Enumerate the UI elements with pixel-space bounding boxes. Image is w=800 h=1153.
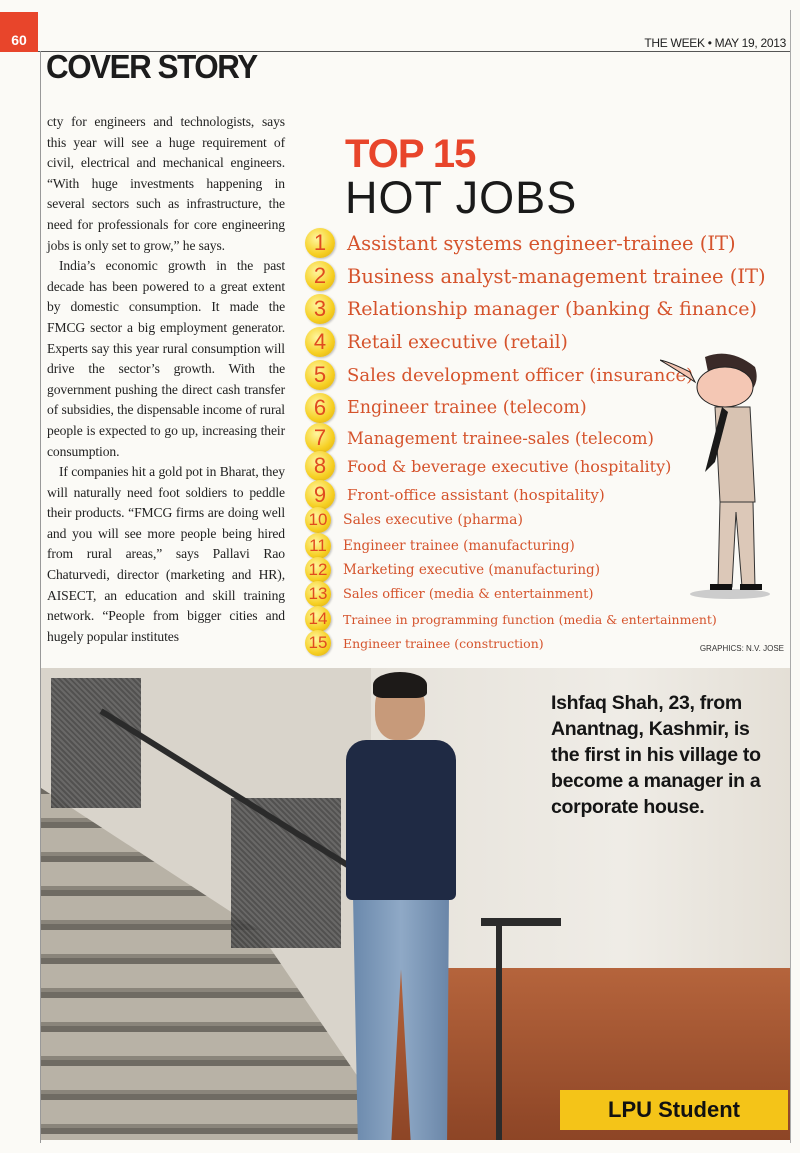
job-item bbox=[305, 360, 693, 390]
job-item bbox=[305, 533, 575, 559]
job-item bbox=[305, 261, 766, 291]
job-title: Trainee in programming function (media & entertainment) bbox=[343, 611, 717, 627]
article-paragraph: cty for engineers and technologists, says this year will see a huge requirement of civil, electrical and mechanical engineers. “With huge investments happening in several sectors such as infrastructure, the need for professionals for core engineering jobs is only set to grow,” he says. bbox=[47, 114, 285, 253]
cartoon-man-illustration bbox=[660, 352, 770, 602]
person-shirt bbox=[346, 740, 456, 900]
railing-mesh bbox=[231, 798, 341, 948]
job-item bbox=[305, 557, 600, 583]
rank-badge: 14 bbox=[305, 606, 331, 632]
job-title: Retail executive (retail) bbox=[347, 331, 568, 353]
job-title: Food & beverage executive (hospitality) bbox=[347, 456, 672, 476]
rank-badge: 15 bbox=[305, 630, 331, 656]
job-item bbox=[305, 423, 654, 453]
masthead: THE WEEK • MAY 19, 2013 bbox=[644, 36, 786, 50]
handrail-post bbox=[496, 918, 502, 1140]
page-number: 60 bbox=[0, 12, 38, 52]
handrail bbox=[481, 918, 561, 926]
job-item bbox=[305, 630, 544, 656]
rank-badge: 4 bbox=[305, 327, 335, 357]
rank-badge: 13 bbox=[305, 581, 331, 607]
job-item bbox=[305, 393, 587, 423]
job-item bbox=[305, 507, 523, 533]
job-item bbox=[305, 327, 568, 357]
article-paragraph: If companies hit a gold pot in Bharat, they will naturally need foot soldiers to peddle their products. “FMCG firms are doing well and you will see more people being hired from rural areas,” says Pallavi Rao Chaturvedi, director (marketing and HR), AISECT, an education and skill training network. “People from bigger cities and hugely popular institutes bbox=[47, 464, 285, 644]
rank-badge: 9 bbox=[305, 480, 335, 510]
job-title: Sales executive (pharma) bbox=[343, 512, 523, 528]
lpu-student-label: LPU Student bbox=[560, 1090, 788, 1130]
rank-badge: 6 bbox=[305, 393, 335, 423]
railing-mesh bbox=[51, 678, 141, 808]
right-rule bbox=[790, 10, 791, 1143]
job-item bbox=[305, 581, 593, 607]
infographic-subtitle: HOT JOBS bbox=[345, 172, 578, 223]
job-item bbox=[305, 451, 671, 481]
job-item bbox=[305, 480, 605, 510]
job-item bbox=[305, 606, 717, 632]
job-title: Management trainee-sales (telecom) bbox=[347, 428, 654, 448]
job-title: Assistant systems engineer-trainee (IT) bbox=[347, 231, 736, 255]
job-item bbox=[305, 294, 757, 324]
section-title: COVER STORY bbox=[46, 48, 257, 85]
rank-badge: 11 bbox=[305, 533, 331, 559]
photo-caption: Ishfaq Shah, 23, from Anantnag, Kashmir, is the first in his village to become a manager in a corporate house. bbox=[551, 692, 761, 818]
rank-badge: 10 bbox=[305, 507, 331, 533]
job-title: Engineer trainee (telecom) bbox=[347, 398, 587, 418]
rank-badge: 8 bbox=[305, 451, 335, 481]
job-title: Business analyst-management trainee (IT) bbox=[347, 264, 766, 288]
rank-badge: 2 bbox=[305, 261, 335, 291]
job-title: Sales officer (media & entertainment) bbox=[343, 586, 594, 602]
rank-badge: 7 bbox=[305, 423, 335, 453]
job-title: Relationship manager (banking & finance) bbox=[347, 298, 757, 320]
rank-badge: 3 bbox=[305, 294, 335, 324]
graphics-credit: GRAPHICS: N.V. JOSE bbox=[699, 644, 784, 653]
job-title: Marketing executive (manufacturing) bbox=[343, 562, 600, 578]
infographic-title: TOP 15 bbox=[345, 132, 476, 176]
article-paragraph: India’s economic growth in the past decade has been powered to a great extent by domestic consumption. It made the FMCG sector a big employment generator. Experts say this year rural consumption will drive the sector’s growth. With the government pushing the direct cash transfer of subsidies, the dispensable income of rural people is expected to go up, increasing their consumption. bbox=[47, 258, 285, 459]
job-title: Engineer trainee (construction) bbox=[343, 635, 544, 651]
job-item bbox=[305, 228, 736, 258]
article-body bbox=[47, 112, 285, 647]
person-hair bbox=[373, 672, 427, 698]
rank-badge: 5 bbox=[305, 360, 335, 390]
job-title: Sales development officer (insurance) bbox=[347, 364, 694, 386]
rank-badge: 12 bbox=[305, 557, 331, 583]
job-title: Front-office assistant (hospitality) bbox=[347, 486, 605, 504]
rank-badge: 1 bbox=[305, 228, 335, 258]
job-title: Engineer trainee (manufacturing) bbox=[343, 538, 575, 554]
